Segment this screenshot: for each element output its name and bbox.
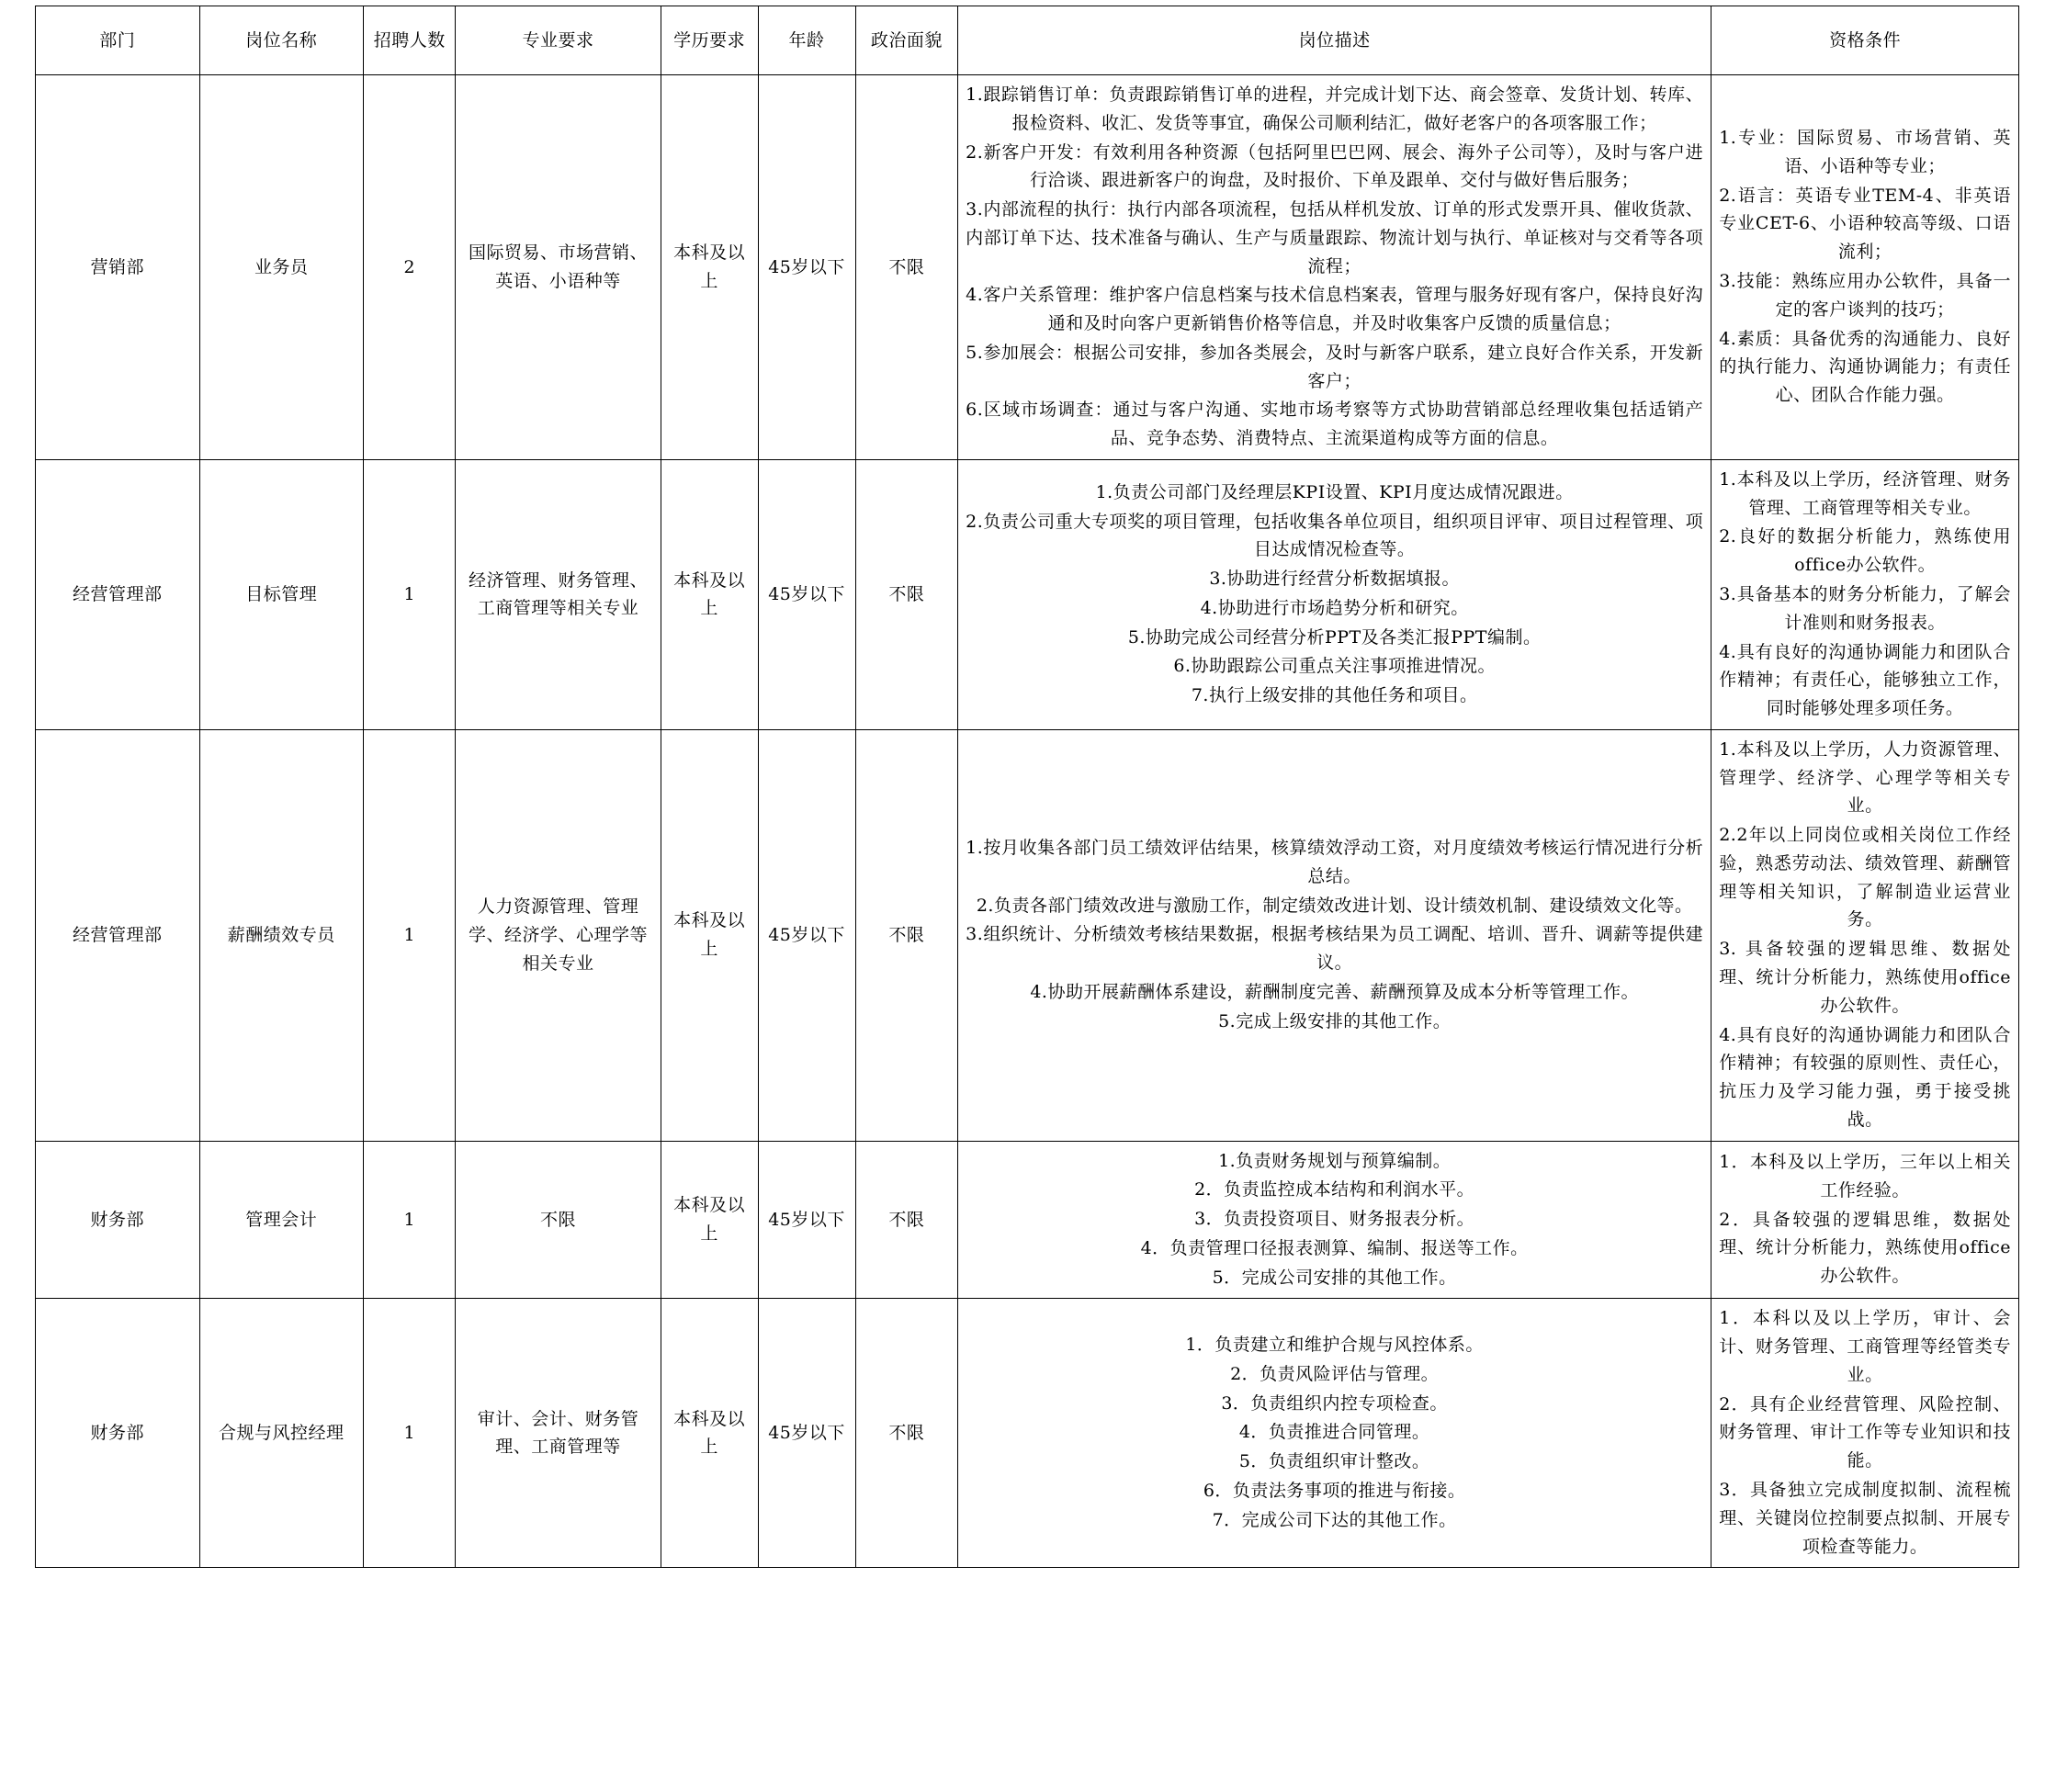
cell-age xyxy=(758,75,855,460)
description-line: 5．完成公司安排的其他工作。 xyxy=(1212,1267,1457,1288)
qualification-line: 1．本科以及以上学历，审计、会计、财务管理、工商管理等经管类专业。 xyxy=(1719,1308,2011,1385)
cell-major xyxy=(456,75,661,460)
department-value: 经营管理部 xyxy=(73,924,163,945)
cell-count xyxy=(364,75,456,460)
cell-qualification xyxy=(1711,75,2019,460)
cell-political xyxy=(855,1299,958,1568)
description-line: 7．完成公司下达的其他工作。 xyxy=(1212,1509,1457,1530)
description-line: 1.跟踪销售订单：负责跟踪销售订单的进程，并完成计划下达、商会签章、发货计划、转库、报检资料、收汇、发货等事宜，确保公司顺利结汇，做好老客户的各项客服工作； xyxy=(966,85,1704,133)
cell-political xyxy=(855,729,958,1141)
column-header-education: 学历要求 xyxy=(661,6,758,75)
description-line: 6.区域市场调查：通过与客户沟通、实地市场考察等方式协助营销部总经理收集包括适销产品、竞争态势、消费特点、主流渠道构成等方面的信息。 xyxy=(966,400,1704,449)
political-value: 不限 xyxy=(888,256,925,277)
education-value: 本科及以上 xyxy=(673,910,746,960)
major-value: 国际贸易、市场营销、英语、小语种等 xyxy=(469,242,649,291)
education-value: 本科及以上 xyxy=(673,1408,746,1458)
qualification-line: 4.具有良好的沟通协调能力和团队合作精神；有较强的原则性、责任心，抗压力及学习能力强，勇于接受挑战。 xyxy=(1719,1024,2011,1130)
cell-education xyxy=(661,459,758,729)
description-line: 3．负责组织内控专项检查。 xyxy=(1221,1392,1448,1414)
description-line: 4.客户关系管理：维护客户信息档案与技术信息档案表，管理与服务好现有客户，保持良好沟通和及时向客户更新销售价格等信息，并及时收集客户反馈的质量信息； xyxy=(966,285,1704,334)
major-value: 人力资源管理、管理学、经济学、心理学等相关专业 xyxy=(469,896,649,974)
cell-position xyxy=(199,1299,364,1568)
description-line: 5.完成上级安排的其他工作。 xyxy=(1218,1010,1452,1031)
qualification-line: 2.语言：英语专业TEM-4、非英语专业CET-6、小语种较高等级、口语流利； xyxy=(1719,185,2011,263)
department-value: 财务部 xyxy=(90,1422,145,1443)
cell-age xyxy=(758,459,855,729)
cell-count xyxy=(364,729,456,1141)
description-line: 1.按月收集各部门员工绩效评估结果，核算绩效浮动工资，对月度绩效考核运行情况进行分析总结。 xyxy=(966,838,1704,886)
qualification-line: 1．本科及以上学历，三年以上相关工作经验。 xyxy=(1719,1152,2011,1200)
position-value: 目标管理 xyxy=(245,584,318,605)
table-row xyxy=(36,1141,2019,1299)
cell-political xyxy=(855,75,958,460)
cell-education xyxy=(661,1141,758,1299)
column-header-count: 招聘人数 xyxy=(364,6,456,75)
qualification-line: 1.本科及以上学历，人力资源管理、管理学、经济学、心理学等相关专业。 xyxy=(1719,738,2011,817)
position-value: 管理会计 xyxy=(245,1209,318,1230)
description-line: 2．负责监控成本结构和利润水平。 xyxy=(1194,1179,1475,1200)
count-value: 1 xyxy=(403,584,416,605)
qualification-line: 1.专业：国际贸易、市场营销、英语、小语种等专业； xyxy=(1719,128,2011,176)
department-value: 财务部 xyxy=(90,1209,145,1230)
column-header-position: 岗位名称 xyxy=(199,6,364,75)
qualification-line: 4.素质：具备优秀的沟通能力、良好的执行能力、沟通协调能力；有责任心、团队合作能力强。 xyxy=(1719,328,2011,406)
cell-count xyxy=(364,1299,456,1568)
cell-description xyxy=(958,1141,1711,1299)
column-header-description: 岗位描述 xyxy=(958,6,1711,75)
age-value: 45岁以下 xyxy=(768,1209,845,1230)
description-line: 7.执行上级安排的其他任务和项目。 xyxy=(1191,685,1478,706)
position-value: 业务员 xyxy=(254,256,309,277)
table-body xyxy=(36,75,2019,1568)
political-value: 不限 xyxy=(888,584,925,605)
qualification-line: 3．具备独立完成制度拟制、流程梳理、关键岗位控制要点拟制、开展专项检查等能力。 xyxy=(1719,1479,2011,1557)
qualification-line: 3.技能：熟练应用办公软件，具备一定的客户谈判的技巧； xyxy=(1719,270,2011,320)
political-value: 不限 xyxy=(888,924,925,945)
description-line: 4．负责管理口径报表测算、编制、报送等工作。 xyxy=(1140,1237,1529,1258)
position-value: 合规与风控经理 xyxy=(219,1422,345,1443)
description-line: 1．负责建立和维护合规与风控体系。 xyxy=(1185,1335,1484,1356)
cell-position xyxy=(199,729,364,1141)
education-value: 本科及以上 xyxy=(673,569,746,619)
cell-position xyxy=(199,1141,364,1299)
qualification-line: 2．具有企业经营管理、风险控制、财务管理、审计工作等专业知识和技能。 xyxy=(1719,1393,2011,1471)
major-value: 经济管理、财务管理、工商管理等相关专业 xyxy=(469,569,649,619)
cell-education xyxy=(661,1299,758,1568)
description-line: 1.负责公司部门及经理层KPI设置、KPI月度达成情况跟进。 xyxy=(1095,481,1574,502)
qualification-line: 2．具备较强的逻辑思维，数据处理、统计分析能力，熟练使用office办公软件。 xyxy=(1719,1209,2011,1287)
major-value: 不限 xyxy=(540,1209,577,1230)
department-value: 经营管理部 xyxy=(73,584,163,605)
education-value: 本科及以上 xyxy=(673,242,746,291)
description-line: 2.新客户开发：有效利用各种资源（包括阿里巴巴网、展会、海外子公司等），及时与客户进行洽谈、跟进新客户的询盘，及时报价、下单及跟单、交付与做好售后服务； xyxy=(966,141,1704,191)
table-row xyxy=(36,729,2019,1141)
major-value: 审计、会计、财务管理、工商管理等 xyxy=(477,1408,639,1458)
qualification-line: 4.具有良好的沟通协调能力和团队合作精神；有责任心，能够独立工作，同时能够处理多项任务。 xyxy=(1719,641,2011,719)
table-row xyxy=(36,75,2019,460)
cell-political xyxy=(855,1141,958,1299)
cell-count xyxy=(364,459,456,729)
cell-age xyxy=(758,1141,855,1299)
cell-major xyxy=(456,459,661,729)
table-header xyxy=(36,6,2019,75)
column-header-department: 部门 xyxy=(36,6,200,75)
department-value: 营销部 xyxy=(90,256,145,277)
column-header-major: 专业要求 xyxy=(456,6,661,75)
description-line: 5．负责组织审计整改。 xyxy=(1238,1451,1430,1472)
count-value: 1 xyxy=(403,1209,416,1230)
cell-education xyxy=(661,729,758,1141)
cell-department xyxy=(36,1299,200,1568)
political-value: 不限 xyxy=(888,1209,925,1230)
count-value: 1 xyxy=(403,1422,416,1443)
cell-qualification xyxy=(1711,459,2019,729)
count-value: 1 xyxy=(403,924,416,945)
position-value: 薪酬绩效专员 xyxy=(227,924,335,945)
description-line: 4.协助开展薪酬体系建设，薪酬制度完善、薪酬预算及成本分析等管理工作。 xyxy=(1030,981,1639,1002)
cell-qualification xyxy=(1711,1299,2019,1568)
table-row xyxy=(36,459,2019,729)
cell-political xyxy=(855,459,958,729)
cell-description xyxy=(958,459,1711,729)
age-value: 45岁以下 xyxy=(768,256,845,277)
cell-qualification xyxy=(1711,1141,2019,1299)
cell-department xyxy=(36,75,200,460)
description-line: 1.负责财务规划与预算编制。 xyxy=(1218,1150,1452,1171)
qualification-line: 2.2年以上同岗位或相关岗位工作经验，熟悉劳动法、绩效管理、薪酬管理等相关知识，了解制造业运营业务。 xyxy=(1719,825,2011,930)
cell-department xyxy=(36,1141,200,1299)
cell-position xyxy=(199,459,364,729)
description-line: 3.组织统计、分析绩效考核结果数据，根据考核结果为员工调配、培训、晋升、调薪等提供建议。 xyxy=(966,924,1704,974)
table-row xyxy=(36,1299,2019,1568)
cell-description xyxy=(958,75,1711,460)
cell-position xyxy=(199,75,364,460)
age-value: 45岁以下 xyxy=(768,584,845,605)
cell-major xyxy=(456,729,661,1141)
description-line: 6.协助跟踪公司重点关注事项推进情况。 xyxy=(1173,656,1496,677)
cell-major xyxy=(456,1299,661,1568)
cell-description xyxy=(958,729,1711,1141)
description-line: 3.内部流程的执行：执行内部各项流程，包括从样机发放、订单的形式发票开具、催收货款、内部订单下达、技术准备与确认、生产与质量跟踪、物流计划与执行、单证核对与交肴等各项流程； xyxy=(966,199,1704,276)
description-line: 4.协助进行市场趋势分析和研究。 xyxy=(1200,597,1469,618)
cell-major xyxy=(456,1141,661,1299)
age-value: 45岁以下 xyxy=(768,1422,845,1443)
cell-department xyxy=(36,459,200,729)
cell-description xyxy=(958,1299,1711,1568)
qualification-line: 3. 具备较强的逻辑思维、数据处理、统计分析能力，熟练使用office办公软件。 xyxy=(1719,939,2011,1016)
cell-count xyxy=(364,1141,456,1299)
column-header-qualification: 资格条件 xyxy=(1711,6,2019,75)
age-value: 45岁以下 xyxy=(768,924,845,945)
description-line: 2.负责各部门绩效改进与激励工作，制定绩效改进计划、设计绩效机制、建设绩效文化等。 xyxy=(976,895,1693,916)
cell-age xyxy=(758,729,855,1141)
description-line: 3.协助进行经营分析数据填报。 xyxy=(1209,569,1460,590)
qualification-line: 1.本科及以上学历，经济管理、财务管理、工商管理等相关专业。 xyxy=(1719,468,2011,518)
column-header-age: 年龄 xyxy=(758,6,855,75)
cell-qualification xyxy=(1711,729,2019,1141)
cell-education xyxy=(661,75,758,460)
cell-age xyxy=(758,1299,855,1568)
table-header-row xyxy=(36,6,2019,75)
count-value: 2 xyxy=(403,256,416,277)
description-line: 3．负责投资项目、财务报表分析。 xyxy=(1194,1209,1475,1230)
cell-department xyxy=(36,729,200,1141)
qualification-line: 2.良好的数据分析能力，熟练使用office办公软件。 xyxy=(1719,526,2011,576)
description-line: 2.负责公司重大专项奖的项目管理，包括收集各单位项目，组织项目评审、项目过程管理、项目达成情况检查等。 xyxy=(966,511,1704,560)
recruitment-table xyxy=(35,6,2019,1568)
description-line: 5.协助完成公司经营分析PPT及各类汇报PPT编制。 xyxy=(1127,626,1542,648)
description-line: 6．负责法务事项的推进与衔接。 xyxy=(1203,1480,1466,1501)
description-line: 4．负责推进合同管理。 xyxy=(1238,1422,1430,1443)
description-line: 2．负责风险评估与管理。 xyxy=(1230,1363,1440,1384)
qualification-line: 3.具备基本的财务分析能力，了解会计准则和财务报表。 xyxy=(1719,584,2011,633)
description-line: 5.参加展会：根据公司安排，参加各类展会，及时与新客户联系，建立良好合作关系，开发新客户； xyxy=(966,342,1704,391)
education-value: 本科及以上 xyxy=(673,1195,746,1244)
column-header-political: 政治面貌 xyxy=(855,6,958,75)
political-value: 不限 xyxy=(888,1422,925,1443)
